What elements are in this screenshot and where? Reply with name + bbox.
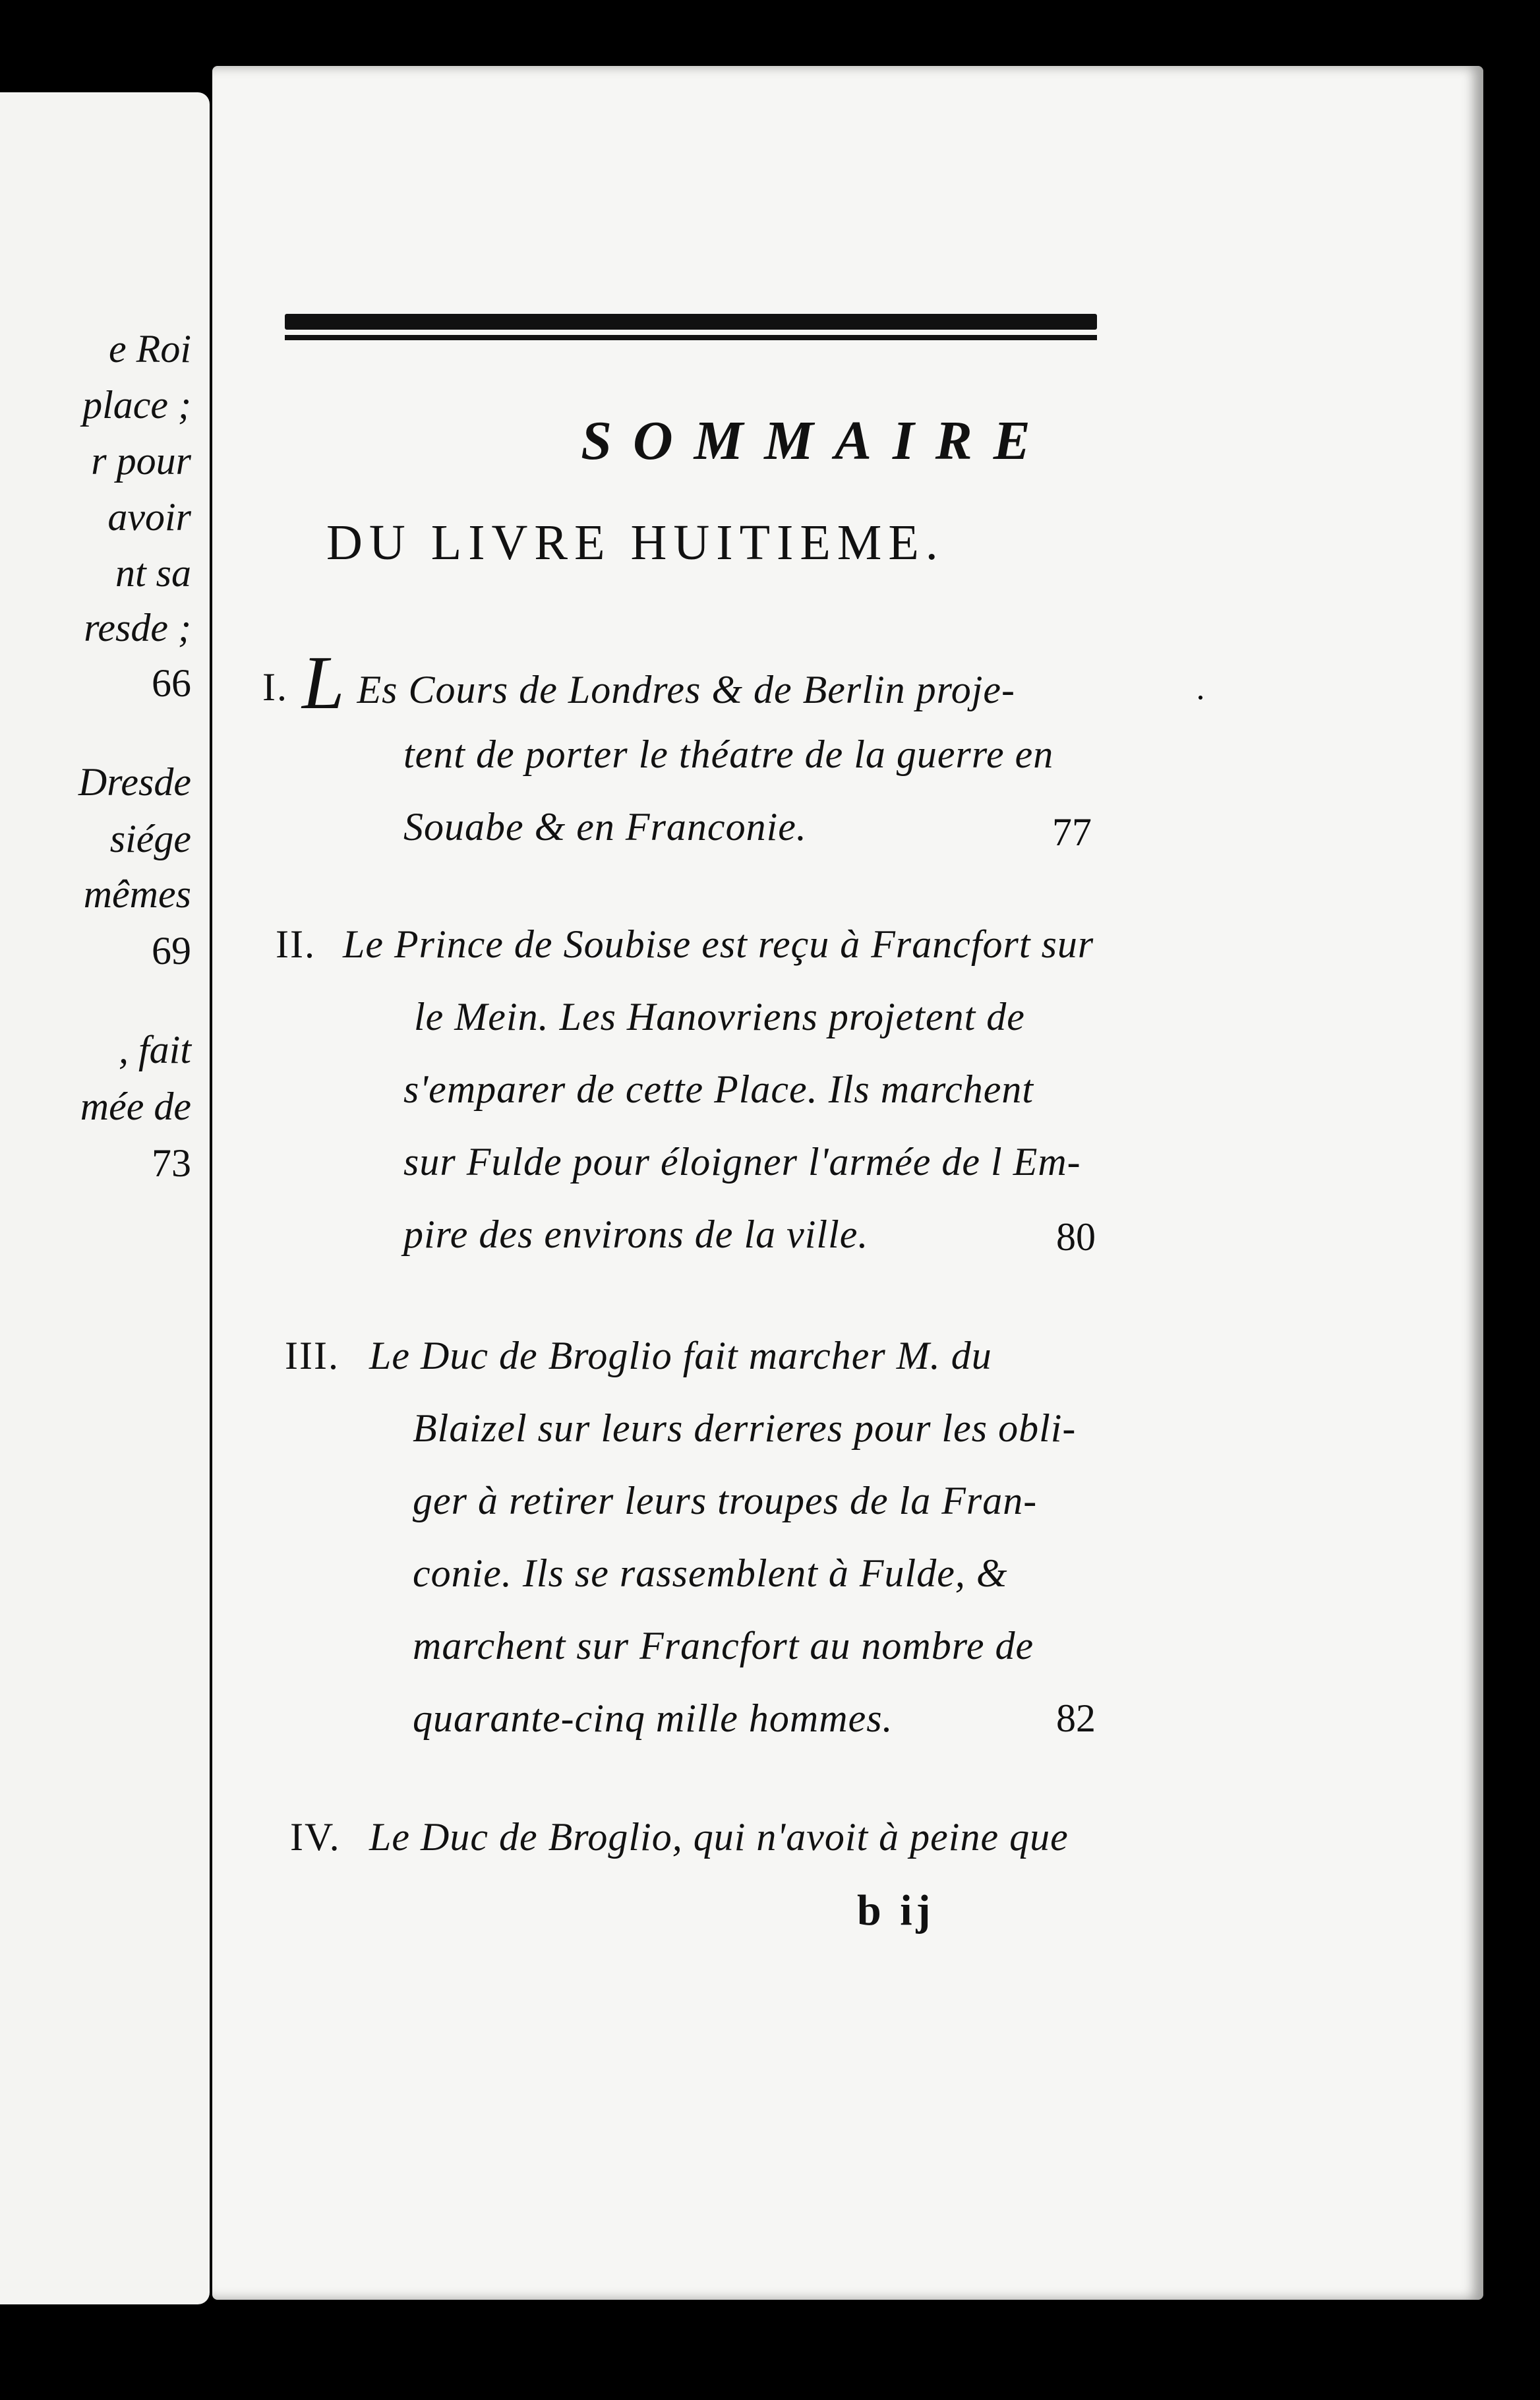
left-line: r pour — [91, 439, 191, 483]
left-line: place ; — [82, 383, 191, 427]
entry-line: ger à retirer leurs troupes de la Fran- — [413, 1479, 1038, 1522]
left-line: resde ; — [84, 606, 191, 649]
drop-cap: L — [302, 641, 345, 725]
entry-line: pire des environs de la ville. — [403, 1213, 869, 1256]
entry-line: Le Prince de Soubise est reçu à Francfort sur — [343, 922, 1094, 966]
ink-speck — [1199, 696, 1202, 700]
entry-number: II. — [276, 922, 316, 966]
left-line: mêmes — [83, 872, 191, 916]
entry-line: quarante-cinq mille hommes. — [413, 1696, 893, 1740]
entry-line: Le Duc de Broglio, qui n'avoit à peine que — [369, 1815, 1069, 1859]
left-line: , fait — [118, 1028, 191, 1071]
entry-number: I. — [262, 665, 288, 709]
page-title: SOMMAIRE — [581, 410, 1051, 471]
ornamental-rule — [285, 314, 1097, 330]
entry-line: conie. Ils se rassemblent à Fulde, & — [413, 1551, 1008, 1595]
left-page-number: 69 — [152, 929, 191, 973]
entry-page-number: 80 — [1056, 1215, 1096, 1259]
entry-line: s'emparer de cette Place. Ils marchent — [403, 1067, 1034, 1111]
page-subtitle: DU LIVRE HUITIEME. — [326, 515, 945, 570]
entry-page-number: 82 — [1056, 1696, 1096, 1740]
entry-line: tent de porter le théatre de la guerre en — [403, 733, 1054, 776]
left-line: Dresde — [78, 760, 191, 804]
left-line: avoir — [107, 495, 191, 539]
left-line: nt sa — [115, 551, 191, 595]
left-line: mée de — [80, 1085, 191, 1128]
left-page-number: 73 — [152, 1141, 191, 1185]
entry-line: Le Duc de Broglio fait marcher M. du — [369, 1334, 992, 1377]
entry-number: III. — [285, 1334, 340, 1377]
ink-speck — [1489, 2333, 1493, 2351]
left-line: e Roi — [109, 327, 191, 371]
entry-line: L Es Cours de Londres & de Berlin proje- — [302, 641, 1016, 725]
entry-line: marchent sur Francfort au nombre de — [413, 1624, 1034, 1667]
entry-line: Blaizel sur leurs derrieres pour les obli- — [413, 1406, 1077, 1450]
ornamental-rule-thin — [285, 335, 1097, 340]
entry-line: Souabe & en Franconie. — [403, 805, 807, 849]
entry-line: le Mein. Les Hanovriens projetent de — [414, 995, 1025, 1038]
signature-mark: b ij — [857, 1886, 935, 1935]
left-line: siége — [109, 817, 191, 860]
left-page-number: 66 — [152, 661, 191, 705]
entry-number: IV. — [290, 1815, 341, 1859]
entry-page-number: 77 — [1052, 810, 1092, 854]
entry-line: sur Fulde pour éloigner l'armée de l Em- — [403, 1140, 1081, 1184]
